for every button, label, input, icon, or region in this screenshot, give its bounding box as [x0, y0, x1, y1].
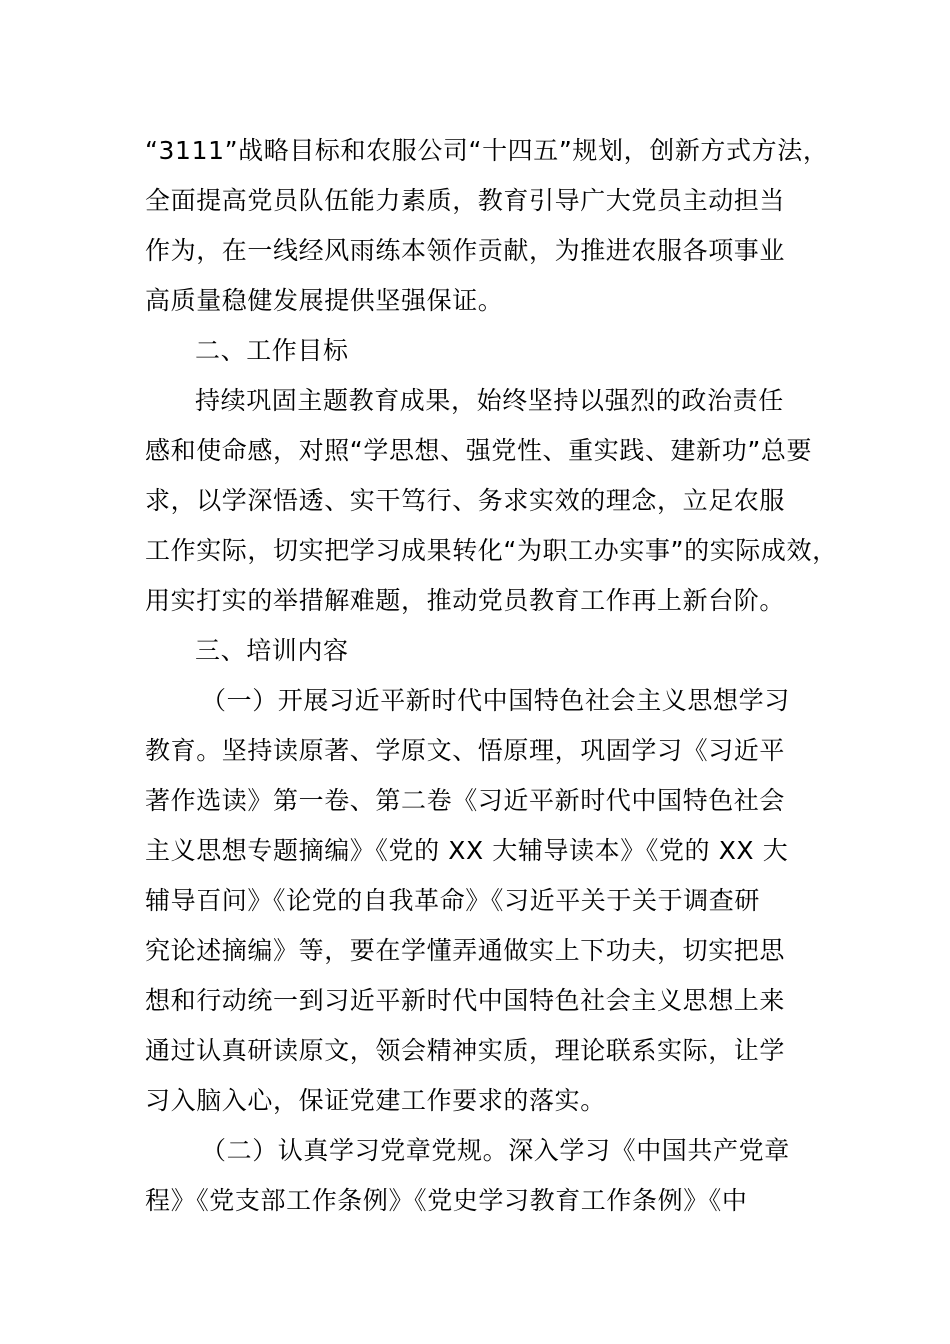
- body-line: “3111”战略目标和农服公司“十四五”规划，创新方式方法，: [145, 136, 829, 165]
- body-line: 教育。坚持读原著、学原文、悟原理，巩固学习《习近平: [145, 736, 786, 765]
- body-line: 工作实际，切实把学习成果转化“为职工办实事”的实际成效，: [145, 536, 838, 565]
- body-line: 全面提高党员队伍能力素质，教育引导广大党员主动担当: [145, 186, 786, 215]
- body-line: 作为，在一线经风雨练本领作贡献，为推进农服各项事业: [145, 236, 786, 265]
- body-line: 辅导百问》《论党的自我革命》《习近平关于关于调查研: [145, 886, 761, 915]
- body-line: 用实打实的举措解难题，推动党员教育工作再上新台阶。: [145, 586, 786, 615]
- body-line: 究论述摘编》等，要在学懂弄通做实上下功夫，切实把思: [145, 936, 786, 965]
- body-line: 通过认真研读原文，领会精神实质，理论联系实际，让学: [145, 1036, 786, 1065]
- body-line: 主义思想专题摘编》《党的 XX 大辅导读本》《党的 XX 大: [145, 836, 789, 865]
- body-line: 高质量稳健发展提供坚强保证。: [145, 286, 504, 315]
- body-line: 习入脑入心，保证党建工作要求的落实。: [145, 1086, 606, 1115]
- section-heading-training-content: 三、培训内容: [195, 636, 349, 665]
- body-line: 求，以学深悟透、实干笃行、务求实效的理念，立足农服: [145, 486, 786, 515]
- body-line: 程》《党支部工作条例》《党史学习教育工作条例》《中: [145, 1186, 748, 1215]
- section-heading-work-goals: 二、工作目标: [195, 336, 349, 365]
- body-line: 著作选读》第一卷、第二卷《习近平新时代中国特色社会: [145, 786, 786, 815]
- subsection-heading-1: （一）开展习近平新时代中国特色社会主义思想学习: [201, 686, 790, 715]
- body-line: 想和行动统一到习近平新时代中国特色社会主义思想上来: [145, 986, 786, 1015]
- document-body: [145, 126, 838, 1226]
- body-line: 感和使命感，对照“学思想、强党性、重实践、建新功”总要: [145, 436, 813, 465]
- subsection-heading-2: （二）认真学习党章党规。深入学习《中国共产党章: [201, 1136, 790, 1165]
- body-line: 持续巩固主题教育成果，始终坚持以强烈的政治责任: [195, 386, 784, 415]
